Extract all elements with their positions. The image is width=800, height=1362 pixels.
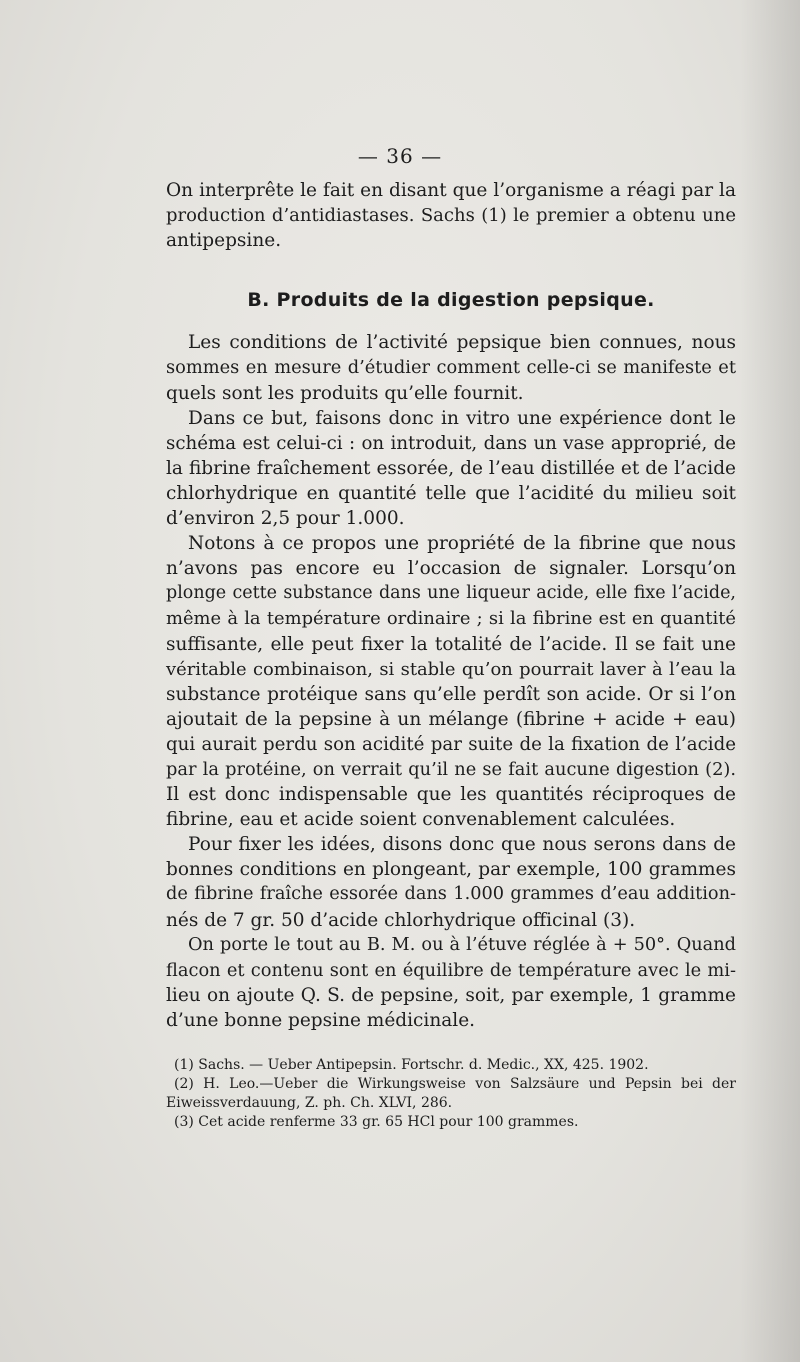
- paragraph-line: la fibrine fraîchement essorée, de l’eau distillée et de l’acide: [166, 457, 736, 479]
- paragraph-line: n’avons pas encore eu l’occasion de signaler. Lorsqu’on: [166, 558, 736, 580]
- paragraph-line: suffisante, elle peut fixer la totalité de l’acide. Il se fait une: [166, 633, 736, 655]
- paragraph-line: chlorhydrique en quantité telle que l’acidité du milieu soit: [166, 482, 736, 504]
- paragraph-line: Les conditions de l’activité pepsique bien connues, nous: [188, 332, 736, 354]
- footnotes: [166, 1056, 736, 1132]
- page-number: — 36 —: [357, 144, 443, 168]
- paragraph-line: substance protéique sans qu’elle perdît son acide. Or si l’on: [166, 683, 736, 705]
- paragraph-line: flacon et contenu sont en équilibre de température avec le mi-: [166, 959, 736, 981]
- paragraph-line: d’une bonne pepsine médicinale.: [166, 1009, 476, 1031]
- paragraph-line: ajoutait de la pepsine à un mélange (fibrine + acide + eau): [166, 708, 736, 730]
- paragraph-line: Pour fixer les idées, disons donc que nous serons dans de: [188, 834, 736, 856]
- paragraph-line: qui aurait perdu son acidité par suite de la fixation de l’acide: [166, 733, 736, 755]
- paragraph-line: fibrine, eau et acide soient convenablement calculées.: [166, 809, 676, 831]
- paragraph-line: On porte le tout au B. M. ou à l’étuve réglée à + 50°. Quand: [188, 934, 736, 955]
- footnote-continuation: Eiweissverdauung, Z. ph. Ch. XLVI, 286.: [166, 1095, 453, 1111]
- footnote: (2) H. Leo.—Ueber die Wirkungsweise von Salzsäure und Pepsin bei der: [174, 1076, 736, 1092]
- body-text: [166, 178, 736, 1033]
- paragraph-line: quels sont les produits qu’elle fournit.: [166, 382, 524, 404]
- section-heading: B. Produits de la digestion pepsique.: [247, 289, 655, 312]
- paragraph-line: nés de 7 gr. 50 d’acide chlorhydrique officinal (3).: [166, 909, 636, 931]
- paragraph-line: par la protéine, on verrait qu’il ne se fait aucune digestion (2).: [166, 758, 736, 780]
- paragraph-line: schéma est celui-ci : on introduit, dans un vase approprié, de: [166, 432, 736, 454]
- paragraph-line: Dans ce but, faisons donc in vitro une expérience dont le: [188, 407, 736, 429]
- paragraph-line: Il est donc indispensable que les quantités réciproques de: [166, 784, 736, 806]
- paragraph-line: même à la température ordinaire ; si la fibrine est en quantité: [166, 608, 736, 630]
- paragraph-line: Notons à ce propos une propriété de la fibrine que nous: [188, 533, 736, 555]
- paragraph-line: de fibrine fraîche essorée dans 1.000 grammes d’eau addition-: [166, 884, 736, 905]
- paragraph-line: bonnes conditions en plongeant, par exemple, 100 grammes: [166, 859, 736, 881]
- paragraph-line: d’environ 2,5 pour 1.000.: [166, 508, 405, 530]
- paragraph-line: véritable combinaison, si stable qu’on pourrait laver à l’eau la: [166, 658, 736, 680]
- footnote: (1) Sachs. — Ueber Antipepsin. Fortschr. d. Medic., XX, 425. 1902.: [174, 1057, 649, 1073]
- paragraph-line: plonge cette substance dans une liqueur acide, elle fixe l’acide,: [166, 583, 736, 604]
- paragraph-line: sommes en mesure d’étudier comment celle-ci se manifeste et: [166, 357, 736, 379]
- paragraph-line: lieu on ajoute Q. S. de pepsine, soit, par exemple, 1 gramme: [166, 984, 736, 1006]
- footnote: (3) Cet acide renferme 33 gr. 65 HCl pour 100 grammes.: [174, 1114, 579, 1130]
- intro-line: On interprête le fait en disant que l’organisme a réagi par la: [166, 180, 736, 201]
- intro-line: antipepsine.: [166, 230, 282, 252]
- intro-line: production d’antidiastases. Sachs (1) le premier a obtenu une: [166, 205, 736, 227]
